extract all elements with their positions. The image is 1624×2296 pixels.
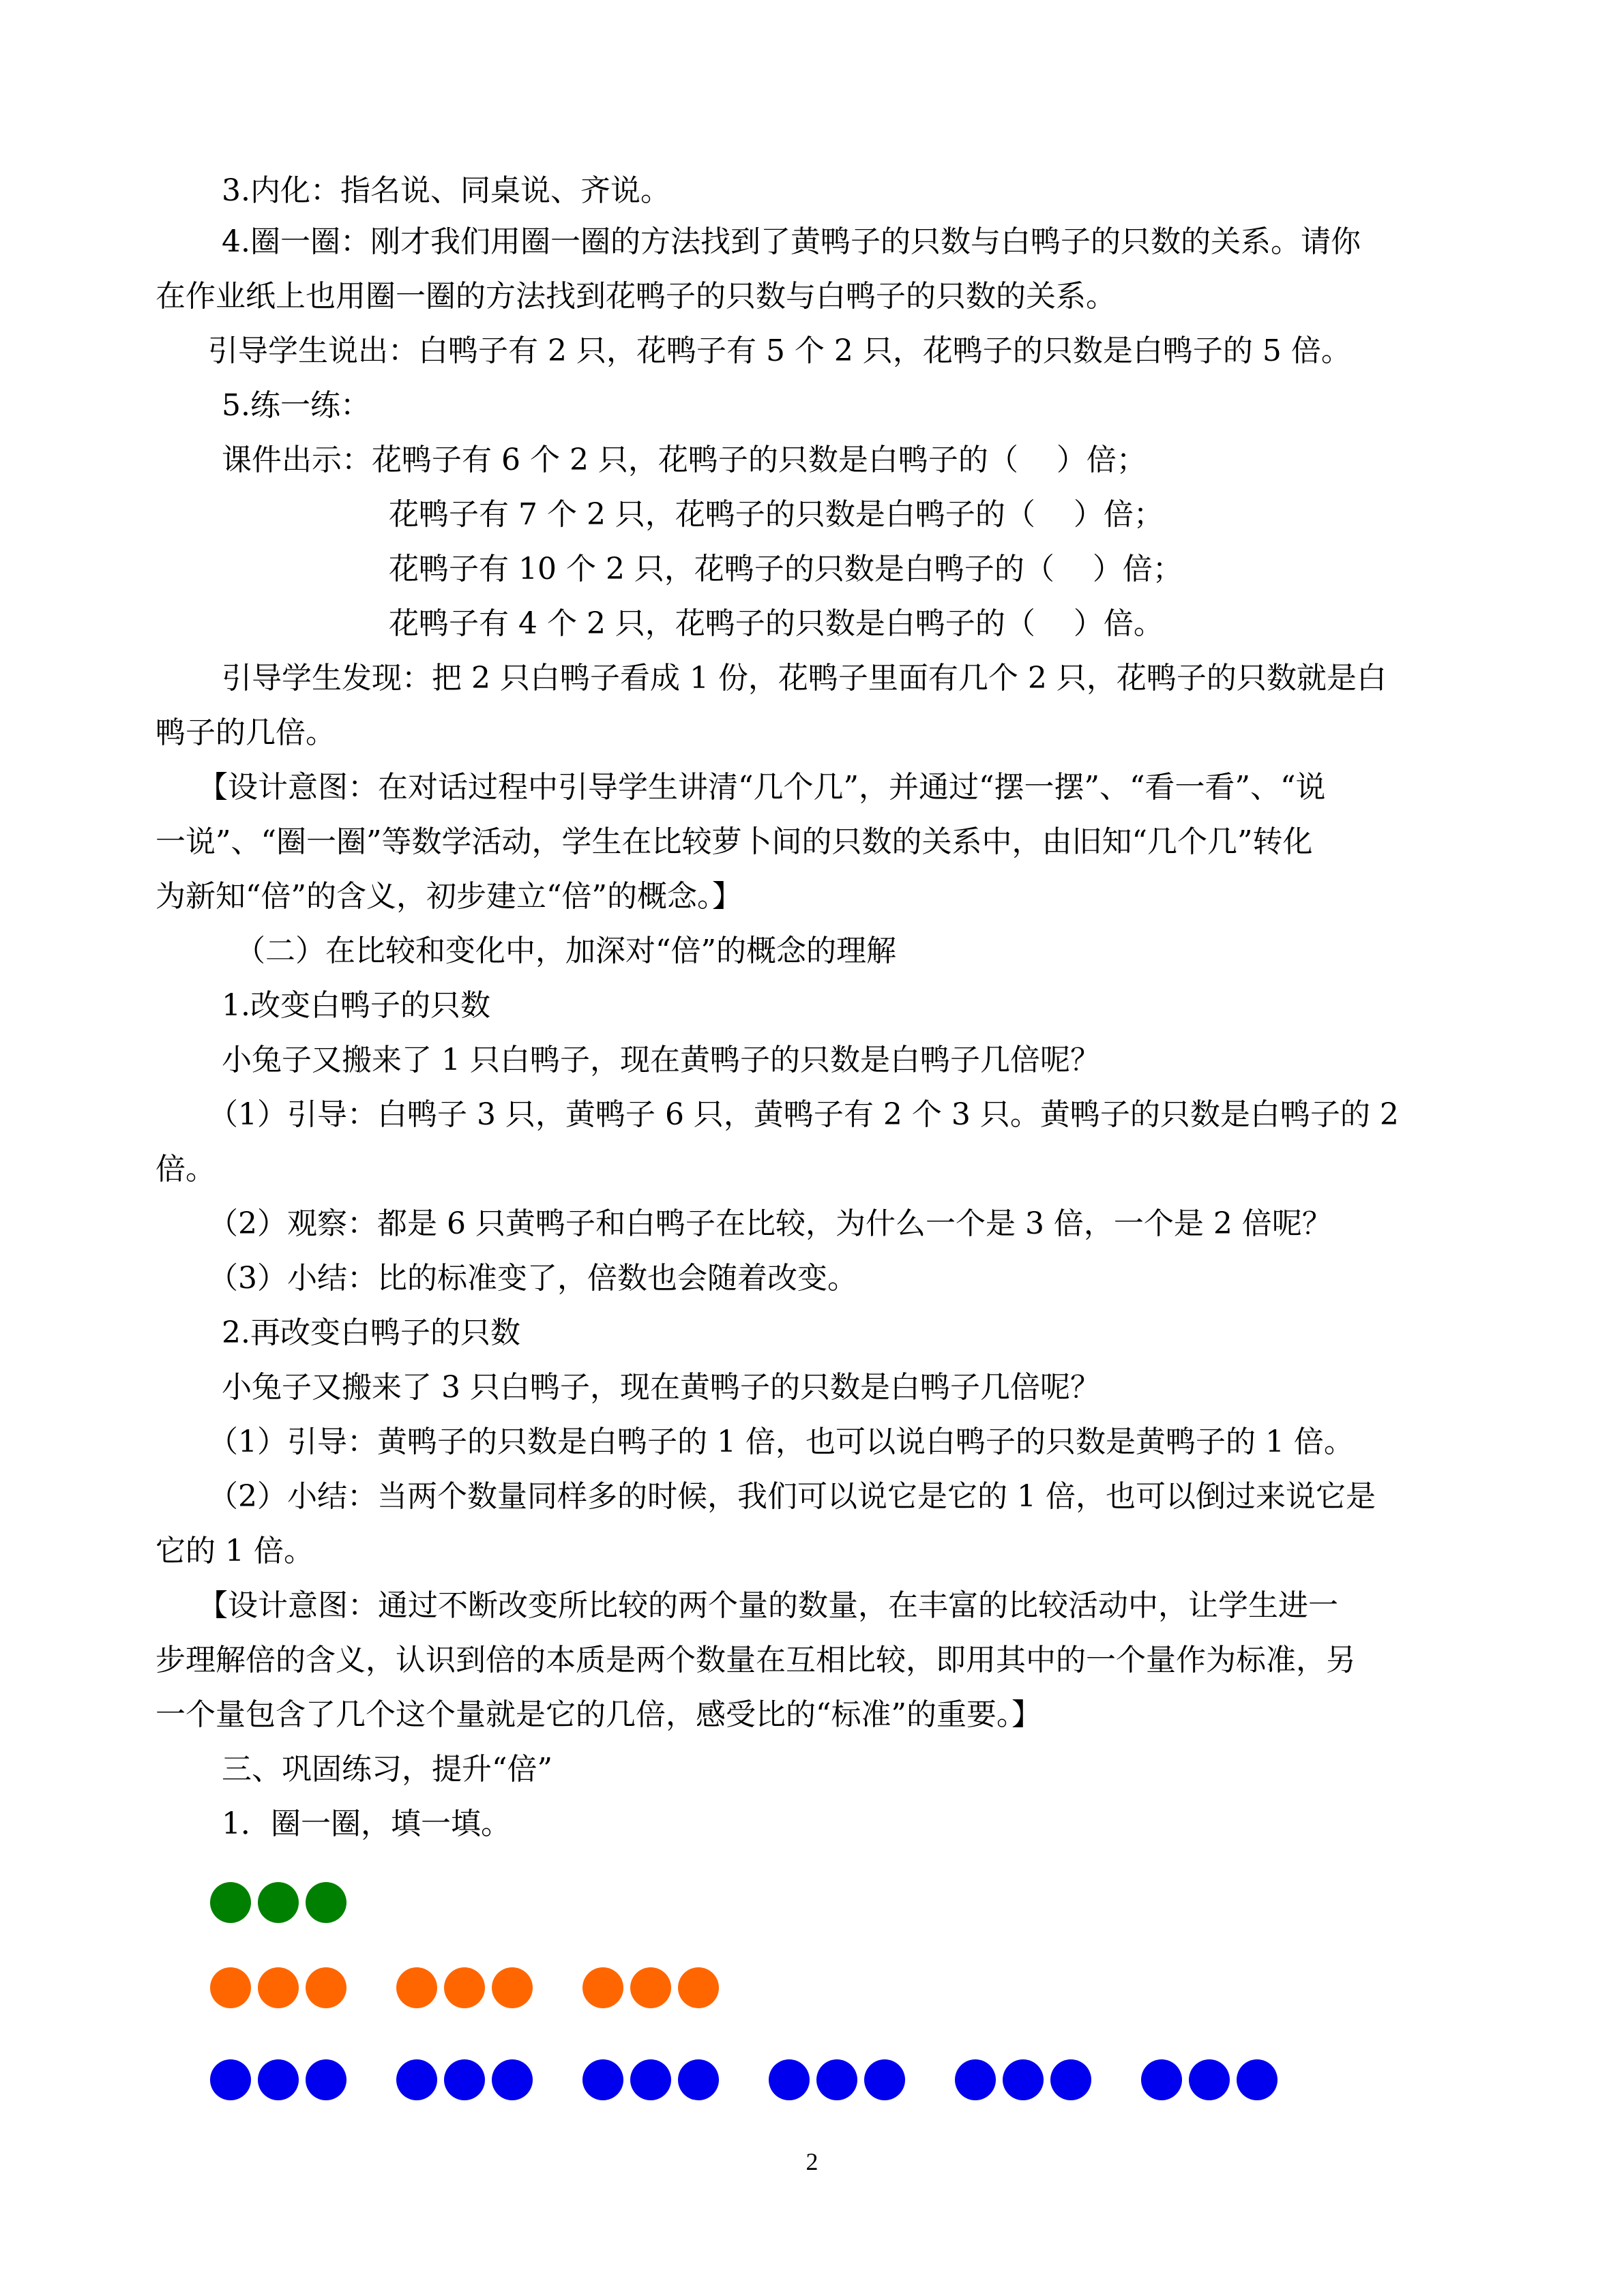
line-design-intent-1: 【设计意图：在对话过程中引导学生讲清“几个几”，并通过“摆一摆”、“看一看”、“说 <box>198 770 1326 805</box>
dot <box>630 2059 671 2100</box>
dot <box>306 1882 346 1923</box>
dot <box>1141 2059 1182 2100</box>
line-design-intent-2: 【设计意图：通过不断改变所比较的两个量的数量，在丰富的比较活动中，让学生进一 <box>198 1588 1338 1623</box>
line-practice-heading: 5.练一练： <box>222 388 370 423</box>
dot <box>630 1967 671 2008</box>
section-heading-3: 三、巩固练习，提升“倍” <box>222 1752 552 1787</box>
line-summary-2: （2）小结：当两个数量同样多的时候，我们可以说它是它的 1 倍，也可以倒过来说它是 <box>208 1479 1376 1514</box>
line-discovery-cont: 鸭子的几倍。 <box>156 715 336 750</box>
line-circle-step-cont: 在作业纸上也用圈一圈的方法找到花鸭子的只数与白鸭子的只数的关系。 <box>156 279 1116 314</box>
line-practice-4: 花鸭子有 4 个 2 只，花鸭子的只数是白鸭子的（ ）倍。 <box>389 606 1164 641</box>
line-summary-1: （3）小结：比的标准变了，倍数也会随着改变。 <box>208 1261 857 1296</box>
dot <box>444 1967 485 2008</box>
page-number: 2 <box>806 2148 818 2175</box>
dot <box>1003 2059 1044 2100</box>
line-change-1-question: 小兔子又搬来了 1 只白鸭子，现在黄鸭子的只数是白鸭子几倍呢？ <box>222 1043 1100 1077</box>
dot <box>864 2059 905 2100</box>
line-design-intent-2c: 一个量包含了几个这个量就是它的几倍，感受比的“标准”的重要。】 <box>156 1697 1042 1732</box>
dot <box>678 2059 719 2100</box>
dot <box>816 2059 857 2100</box>
line-summary-2-cont: 它的 1 倍。 <box>156 1534 314 1568</box>
line-guide-1: （1）引导：白鸭子 3 只，黄鸭子 6 只，黄鸭子有 2 个 3 只。黄鸭子的只数是白鸭子的 2 <box>208 1097 1399 1132</box>
dot <box>210 1967 251 2008</box>
dot <box>955 2059 996 2100</box>
line-practice-1: 课件出示：花鸭子有 6 个 2 只，花鸭子的只数是白鸭子的（ ）倍； <box>222 443 1147 477</box>
line-circle-step: 4.圈一圈：刚才我们用圈一圈的方法找到了黄鸭子的只数与白鸭子的只数的关系。请你 <box>222 224 1361 259</box>
line-observe: （2）观察：都是 6 只黄鸭子和白鸭子在比较，为什么一个是 3 倍，一个是 2 倍呢？ <box>208 1206 1332 1241</box>
line-design-intent-2b: 步理解倍的含义，认识到倍的本质是两个数量在互相比较，即用其中的一个量作为标准，另 <box>156 1643 1356 1678</box>
dot <box>210 2059 251 2100</box>
line-change-1-heading: 1.改变白鸭子的只数 <box>222 988 490 1023</box>
section-heading-2: （二）在比较和变化中，加深对“倍”的概念的理解 <box>235 934 896 968</box>
dot <box>582 2059 623 2100</box>
dot <box>769 2059 810 2100</box>
line-internalize: 3.内化：指名说、同桌说、齐说。 <box>222 173 670 208</box>
line-discovery: 引导学生发现：把 2 只白鸭子看成 1 份，花鸭子里面有几个 2 只，花鸭子的只数就是白 <box>222 661 1387 696</box>
dot <box>582 1967 623 2008</box>
dot <box>492 2059 533 2100</box>
dot <box>210 1882 251 1923</box>
exercise-1-heading: 1．圈一圈，填一填。 <box>222 1806 511 1841</box>
dot <box>396 1967 437 2008</box>
line-design-intent-1b: 一说”、“圈一圈”等数学活动，学生在比较萝卜间的只数的关系中，由旧知“几个几”转化 <box>156 824 1313 859</box>
line-change-2-heading: 2.再改变白鸭子的只数 <box>222 1315 520 1350</box>
dot <box>1050 2059 1091 2100</box>
dot <box>492 1967 533 2008</box>
line-design-intent-1c: 为新知“倍”的含义，初步建立“倍”的概念。】 <box>156 879 742 914</box>
dot <box>678 1967 719 2008</box>
dot <box>258 1967 299 2008</box>
line-practice-3: 花鸭子有 10 个 2 只，花鸭子的只数是白鸭子的（ ）倍； <box>389 552 1183 586</box>
dot <box>306 2059 346 2100</box>
dot <box>306 1967 346 2008</box>
line-guide-1-cont: 倍。 <box>156 1152 216 1187</box>
line-change-2-question: 小兔子又搬来了 3 只白鸭子，现在黄鸭子的只数是白鸭子几倍呢？ <box>222 1370 1100 1405</box>
dot <box>1237 2059 1278 2100</box>
dot <box>258 1882 299 1923</box>
dot <box>444 2059 485 2100</box>
line-practice-2: 花鸭子有 7 个 2 只，花鸭子的只数是白鸭子的（ ）倍； <box>389 497 1164 532</box>
line-guide-answer: 引导学生说出：白鸭子有 2 只，花鸭子有 5 个 2 只，花鸭子的只数是白鸭子的 5 倍。 <box>208 333 1351 368</box>
dot <box>1189 2059 1230 2100</box>
dot <box>396 2059 437 2100</box>
line-guide-2: （1）引导：黄鸭子的只数是白鸭子的 1 倍，也可以说白鸭子的只数是黄鸭子的 1 倍。 <box>208 1425 1354 1459</box>
dot <box>258 2059 299 2100</box>
